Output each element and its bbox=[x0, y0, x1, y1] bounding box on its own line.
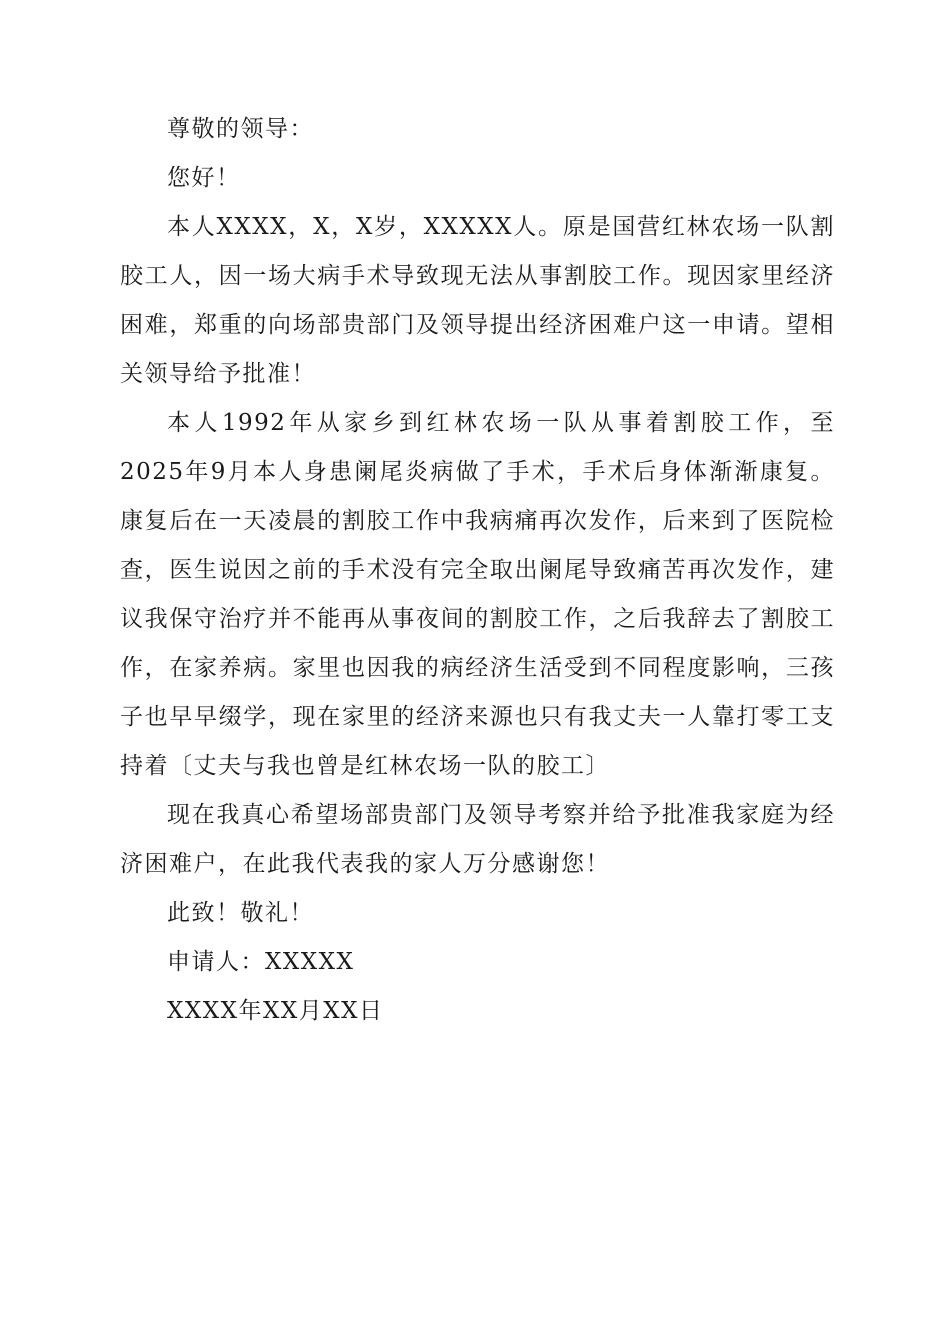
paragraph-history: 本人1992年从家乡到红林农场一队从事着割胶工作，至2025年9月本人身患阑尾炎病做了手术，手术后身体渐渐康复。康复后在一天凌晨的割胶工作中我病痛再次发作，后来到了医院检查，医生说因之前的手术没有完全取出阑尾导致痛苦再次发作，建议我保守治疗并不能再从事夜间的割胶工作，之后我辞去了割胶工作，在家养病。家里也因我的病经济生活受到不同程度影响，三孩子也早早缀学，现在家里的经济来源也只有我丈夫一人靠打零工支持着〔丈夫与我也曾是红林农场一队的胶工〕 bbox=[120, 410, 835, 779]
applicant-signature: 申请人：XXXXX bbox=[167, 949, 355, 975]
salutation: 尊敬的领导： bbox=[167, 116, 314, 142]
application-letter bbox=[120, 105, 835, 1036]
closing: 此致！敬礼！ bbox=[167, 900, 314, 926]
greeting: 您好！ bbox=[167, 165, 241, 191]
paragraph-intro: 本人XXXX，X，X岁，XXXXX人。原是国营红林农场一队割胶工人，因一场大病手术导致现无法从事割胶工作。现因家里经济困难，郑重的向场部贵部门及领导提出经济困难户这一申请。望相关领导给予批准！ bbox=[120, 214, 835, 387]
paragraph-request: 现在我真心希望场部贵部门及领导考察并给予批准我家庭为经济困难户，在此我代表我的家人万分感谢您！ bbox=[120, 802, 835, 877]
letter-date: XXXX年XX月XX日 bbox=[167, 998, 384, 1024]
